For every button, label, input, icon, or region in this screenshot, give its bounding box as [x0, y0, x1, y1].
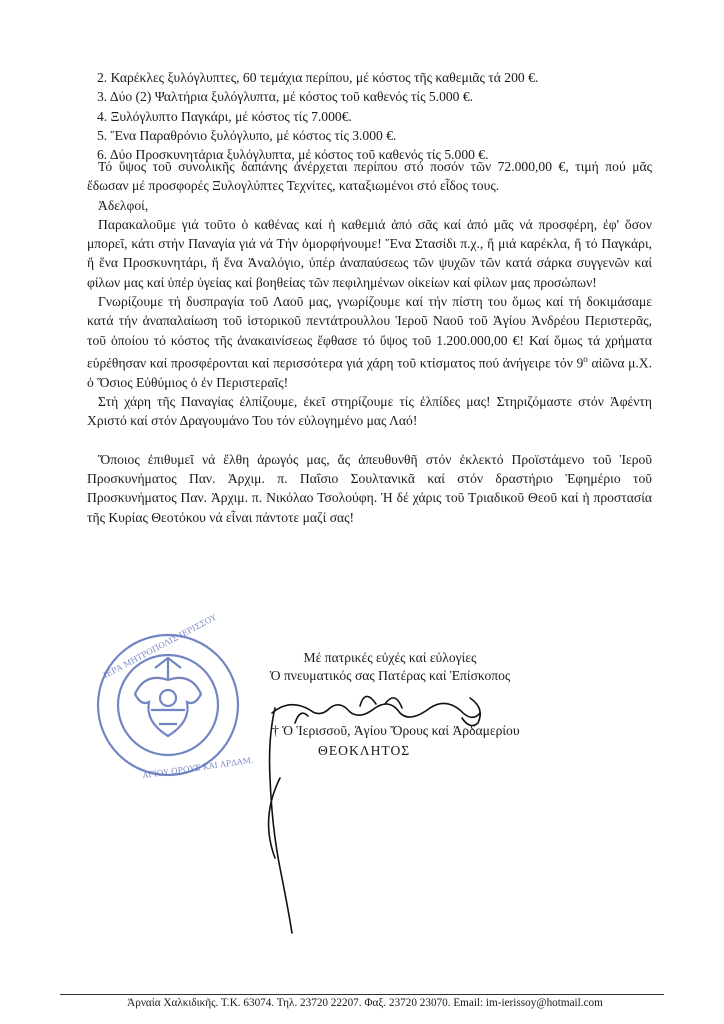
bishop-name: ΘΕΟΚΛΗΤΟΣ — [318, 743, 411, 758]
list-item: 4. Ξυλόγλυπτο Παγκάρι, μέ κόστος τίς 7.000€. — [97, 108, 352, 124]
closing-role: Ὁ πνευματικός σας Πατέρας καί Ἐπίσκοπος — [269, 668, 511, 683]
svg-text:ΙΕΡΑ ΜΗΤΡΟΠΟΛΙΣ ΙΕΡΙΣΣΟΥ: ΙΕΡΑ ΜΗΤΡΟΠΟΛΙΣ ΙΕΡΙΣΣΟΥ — [101, 612, 218, 681]
greeting: Ἀδελφοί, — [98, 197, 149, 213]
svg-text:ΑΓΙΟΥ ΟΡΟΥΣ ΚΑΙ ΑΡΔΑΜ.: ΑΓΙΟΥ ΟΡΟΥΣ ΚΑΙ ΑΡΔΑΜ. — [141, 755, 254, 781]
paragraph-request: Παρακαλοῦμε γιά τοῦτο ὁ καθένας καί ἡ καθεμιά ἀπό σᾶς καί ἀπό μᾶς νά προσφέρη, ἐφ' ὅσον μπορεῖ, κάτι στήν Παναγία γιά νά Τήν ὀμορφήνουμε! Ἕνα Στασίδι π.χ., ἤ μιά καρέκλα, ἤ τό Παγκάρι, ἤ ἕνα Προσκυνητάρι, ἤ ἕνα Ἀναλόγιο, ὑπέρ ἀναπαύσεως τῶν ψυχῶν τῶν κατά σάρκα συγγενῶν καί φίλων μας καί ὑπέρ ὑγείας καί βοηθείας τῶν πεφιλημένων οἰκείων καί φίλων μας προσώπων! — [87, 216, 652, 290]
letter-body — [87, 157, 652, 527]
bishop-title: † Ὁ Ἱερισσοῦ, Ἁγίου Ὄρους καί Ἀρδαμερίου — [272, 723, 520, 738]
list-item: 3. Δύο (2) Ψαλτήρια ξυλόγλυπτα, μέ κόστος τοῦ καθενός τίς 5.000 €. — [97, 89, 474, 105]
paragraph-hope: Στή χάρη τῆς Παναγίας ἐλπίζουμε, ἐκεῖ στηρίζουμε τίς ἐλπίδες μας! Στηριζόμαστε στόν Ἀφέντη Χριστό καί στόν Δραγουμάνο Του τόν εὐλογημένο μας Λαό! — [87, 394, 652, 429]
footer-divider — [60, 994, 664, 995]
footer-contact: Ἀρναία Χαλκιδικῆς. Τ.Κ. 63074. Τηλ. 23720 22207. Φαξ. 23720 23070. Email: im-ierissoy@hotmail.com — [127, 997, 603, 1009]
paragraph-history: Γνωρίζουμε τή δυσπραγία τοῦ Λαοῦ μας, γνωρίζουμε καί τήν πίστη του ὅμως καί τή δοκιμάσαμε κατά τήν ἀναπαλαίωση τοῦ ἱστορικοῦ πεντάτρουλλου Ἱεροῦ Ναοῦ τοῦ Ἁγίου Ἀνδρέου Περιστερᾶς, τοῦ ὁποίου τό κόστος τῆς ἀνακαινίσεως ἔφθασε τό ὕψος τοῦ 1.200.000,00 €! Καί ὅμως τά χρήματα εὑρέθησαν καί προσφέρονται καί περισσότερα γιά χάρη τοῦ κτίσματος πού ἀνήγειρε τόν $9^o$ αἰῶνα μ.Χ. ὁ Ὅσιος Εὐθύμιος ὁ ἐν Περιστεραῖς! — [87, 294, 652, 390]
paragraph-total-cost: Τό ὕψος τοῦ συνολικῆς δαπάνης ἀνέρχεται περίπου στό ποσόν τῶν 72.000,00 €, τιμή πού μᾶς ἔδωσαν μέ προσφορές Ξυλογλύπτες Τεχνίτες, καταξιωμένοι στό εἶδος τους. — [87, 159, 652, 194]
paragraph-contact: Ὅποιος ἐπιθυμεῖ νά ἔλθη ἀρωγός μας, ἄς ἀπευθυνθῆ στόν ἐκλεκτό Προϊστάμενο τοῦ Ἱεροῦ Προσκυνήματος Παν. Ἀρχιμ. π. Παΐσιο Σουλτανικᾶ καί στόν δραστήριο Ἐφημέριο τοῦ Προσκυνήματος Παν. Ἀρχιμ. π. Νικόλαο Τσολούφη. Ἡ δέ χάρις τοῦ Τριαδικοῦ Θεοῦ καί ἡ προστασία τῆς Κυρίας Θεοτόκου νά εἶναι πάντοτε μαζί σας! — [87, 451, 652, 525]
list-item: 6. Δύο Προσκυνητάρια ξυλόγλυπτα, μέ κόστος τοῦ καθενός τίς 5.000 €. — [97, 147, 489, 163]
cost-list — [97, 68, 657, 164]
list-item: 2. Καρέκλες ξυλόγλυπτες, 60 τεμάχια περίπου, μέ κόστος τῆς καθεμιᾶς τά 200 €. — [97, 70, 539, 85]
list-item: 5. Ἕνα Παραθρόνιο ξυλόγλυπο, μέ κόστος τίς 3.000 €. — [97, 127, 397, 143]
closing-greeting: Μέ πατρικές εὐχές καί εὐλογίες — [303, 650, 477, 665]
handwritten-signature — [180, 668, 490, 938]
